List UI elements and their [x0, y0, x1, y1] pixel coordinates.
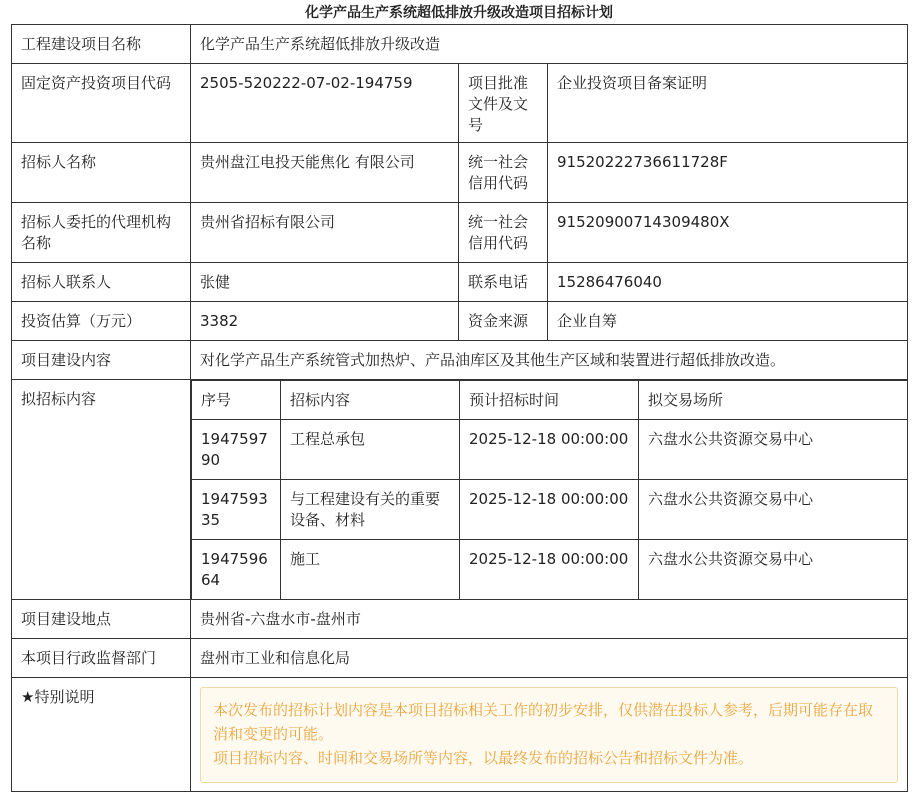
special-notice-line1: 本次发布的招标计划内容是本项目招标相关工作的初步安排，仅供潜在投标人参考，后期可能存在取消和变更的可能。: [213, 701, 874, 743]
tenderer-credit-code-label: 统一社会信用代码: [459, 143, 548, 203]
special-notice-line2: 项目招标内容、时间和交易场所等内容，以最终发布的招标公告和招标文件为准。: [213, 749, 754, 767]
row-investment: [12, 302, 908, 341]
special-cell: [191, 678, 908, 792]
plan-item-content: 与工程建设有关的重要设备、材料: [281, 480, 460, 540]
row-agency: [12, 203, 908, 263]
investment-value: 3382: [191, 302, 459, 341]
table-row: [192, 420, 908, 480]
plan-subtable: [191, 380, 907, 599]
plan-item-venue: 六盘水公共资源交易中心: [639, 540, 908, 600]
agency-value: 贵州省招标有限公司: [191, 203, 459, 263]
tenderer-value: 贵州盘江电投天能焦化 有限公司: [191, 143, 459, 203]
row-plan: [12, 380, 908, 600]
project-code-label: 固定资产投资项目代码: [12, 64, 191, 143]
plan-header-content: 招标内容: [281, 381, 460, 420]
plan-header-row: [192, 381, 908, 420]
plan-label: 拟招标内容: [12, 380, 191, 600]
investment-label: 投资估算（万元）: [12, 302, 191, 341]
special-notice: [200, 687, 898, 783]
row-project-name: [12, 25, 908, 64]
plan-header-venue: 拟交易场所: [639, 381, 908, 420]
location-label: 项目建设地点: [12, 600, 191, 639]
plan-item-no: 194759664: [192, 540, 281, 600]
plan-item-time: 2025-12-18 00:00:00: [460, 420, 639, 480]
agency-credit-code-label: 统一社会信用代码: [459, 203, 548, 263]
plan-header-no: 序号: [192, 381, 281, 420]
page-title: 化学产品生产系统超低排放升级改造项目招标计划: [305, 5, 613, 21]
contact-label: 招标人联系人: [12, 263, 191, 302]
content-label: 项目建设内容: [12, 341, 191, 380]
phone-value: 15286476040: [548, 263, 908, 302]
plan-header-time: 预计招标时间: [460, 381, 639, 420]
table-row: [192, 480, 908, 540]
plan-item-venue: 六盘水公共资源交易中心: [639, 420, 908, 480]
project-name-label: 工程建设项目名称: [12, 25, 191, 64]
table-row: [192, 540, 908, 600]
location-value: 贵州省-六盘水市-盘州市: [191, 600, 908, 639]
row-content: [12, 341, 908, 380]
supervisor-value: 盘州市工业和信息化局: [191, 639, 908, 678]
plan-item-content: 施工: [281, 540, 460, 600]
tenderer-label: 招标人名称: [12, 143, 191, 203]
plan-item-time: 2025-12-18 00:00:00: [460, 540, 639, 600]
special-label: ★特别说明: [12, 678, 191, 792]
funding-source-value: 企业自筹: [548, 302, 908, 341]
row-project-code: [12, 64, 908, 143]
phone-label: 联系电话: [459, 263, 548, 302]
row-location: [12, 600, 908, 639]
plan-cell: [191, 380, 908, 600]
agency-credit-code-value: 91520900714309480X: [548, 203, 908, 263]
row-special: [12, 678, 908, 792]
plan-item-time: 2025-12-18 00:00:00: [460, 480, 639, 540]
plan-item-venue: 六盘水公共资源交易中心: [639, 480, 908, 540]
project-code-value: 2505-520222-07-02-194759: [191, 64, 459, 143]
row-tenderer: [12, 143, 908, 203]
approval-doc-value: 企业投资项目备案证明: [548, 64, 908, 143]
project-name-value: 化学产品生产系统超低排放升级改造: [191, 25, 908, 64]
tender-plan-table: [11, 24, 908, 792]
content-value: 对化学产品生产系统管式加热炉、产品油库区及其他生产区域和装置进行超低排放改造。: [191, 341, 908, 380]
tenderer-credit-code-value: 91520222736611728F: [548, 143, 908, 203]
plan-item-content: 工程总承包: [281, 420, 460, 480]
funding-source-label: 资金来源: [459, 302, 548, 341]
approval-doc-label: 项目批准文件及文号: [459, 64, 548, 143]
contact-value: 张健: [191, 263, 459, 302]
row-contact: [12, 263, 908, 302]
row-supervisor: [12, 639, 908, 678]
plan-item-no: 194759335: [192, 480, 281, 540]
plan-item-no: 194759790: [192, 420, 281, 480]
supervisor-label: 本项目行政监督部门: [12, 639, 191, 678]
agency-label: 招标人委托的代理机构名称: [12, 203, 191, 263]
